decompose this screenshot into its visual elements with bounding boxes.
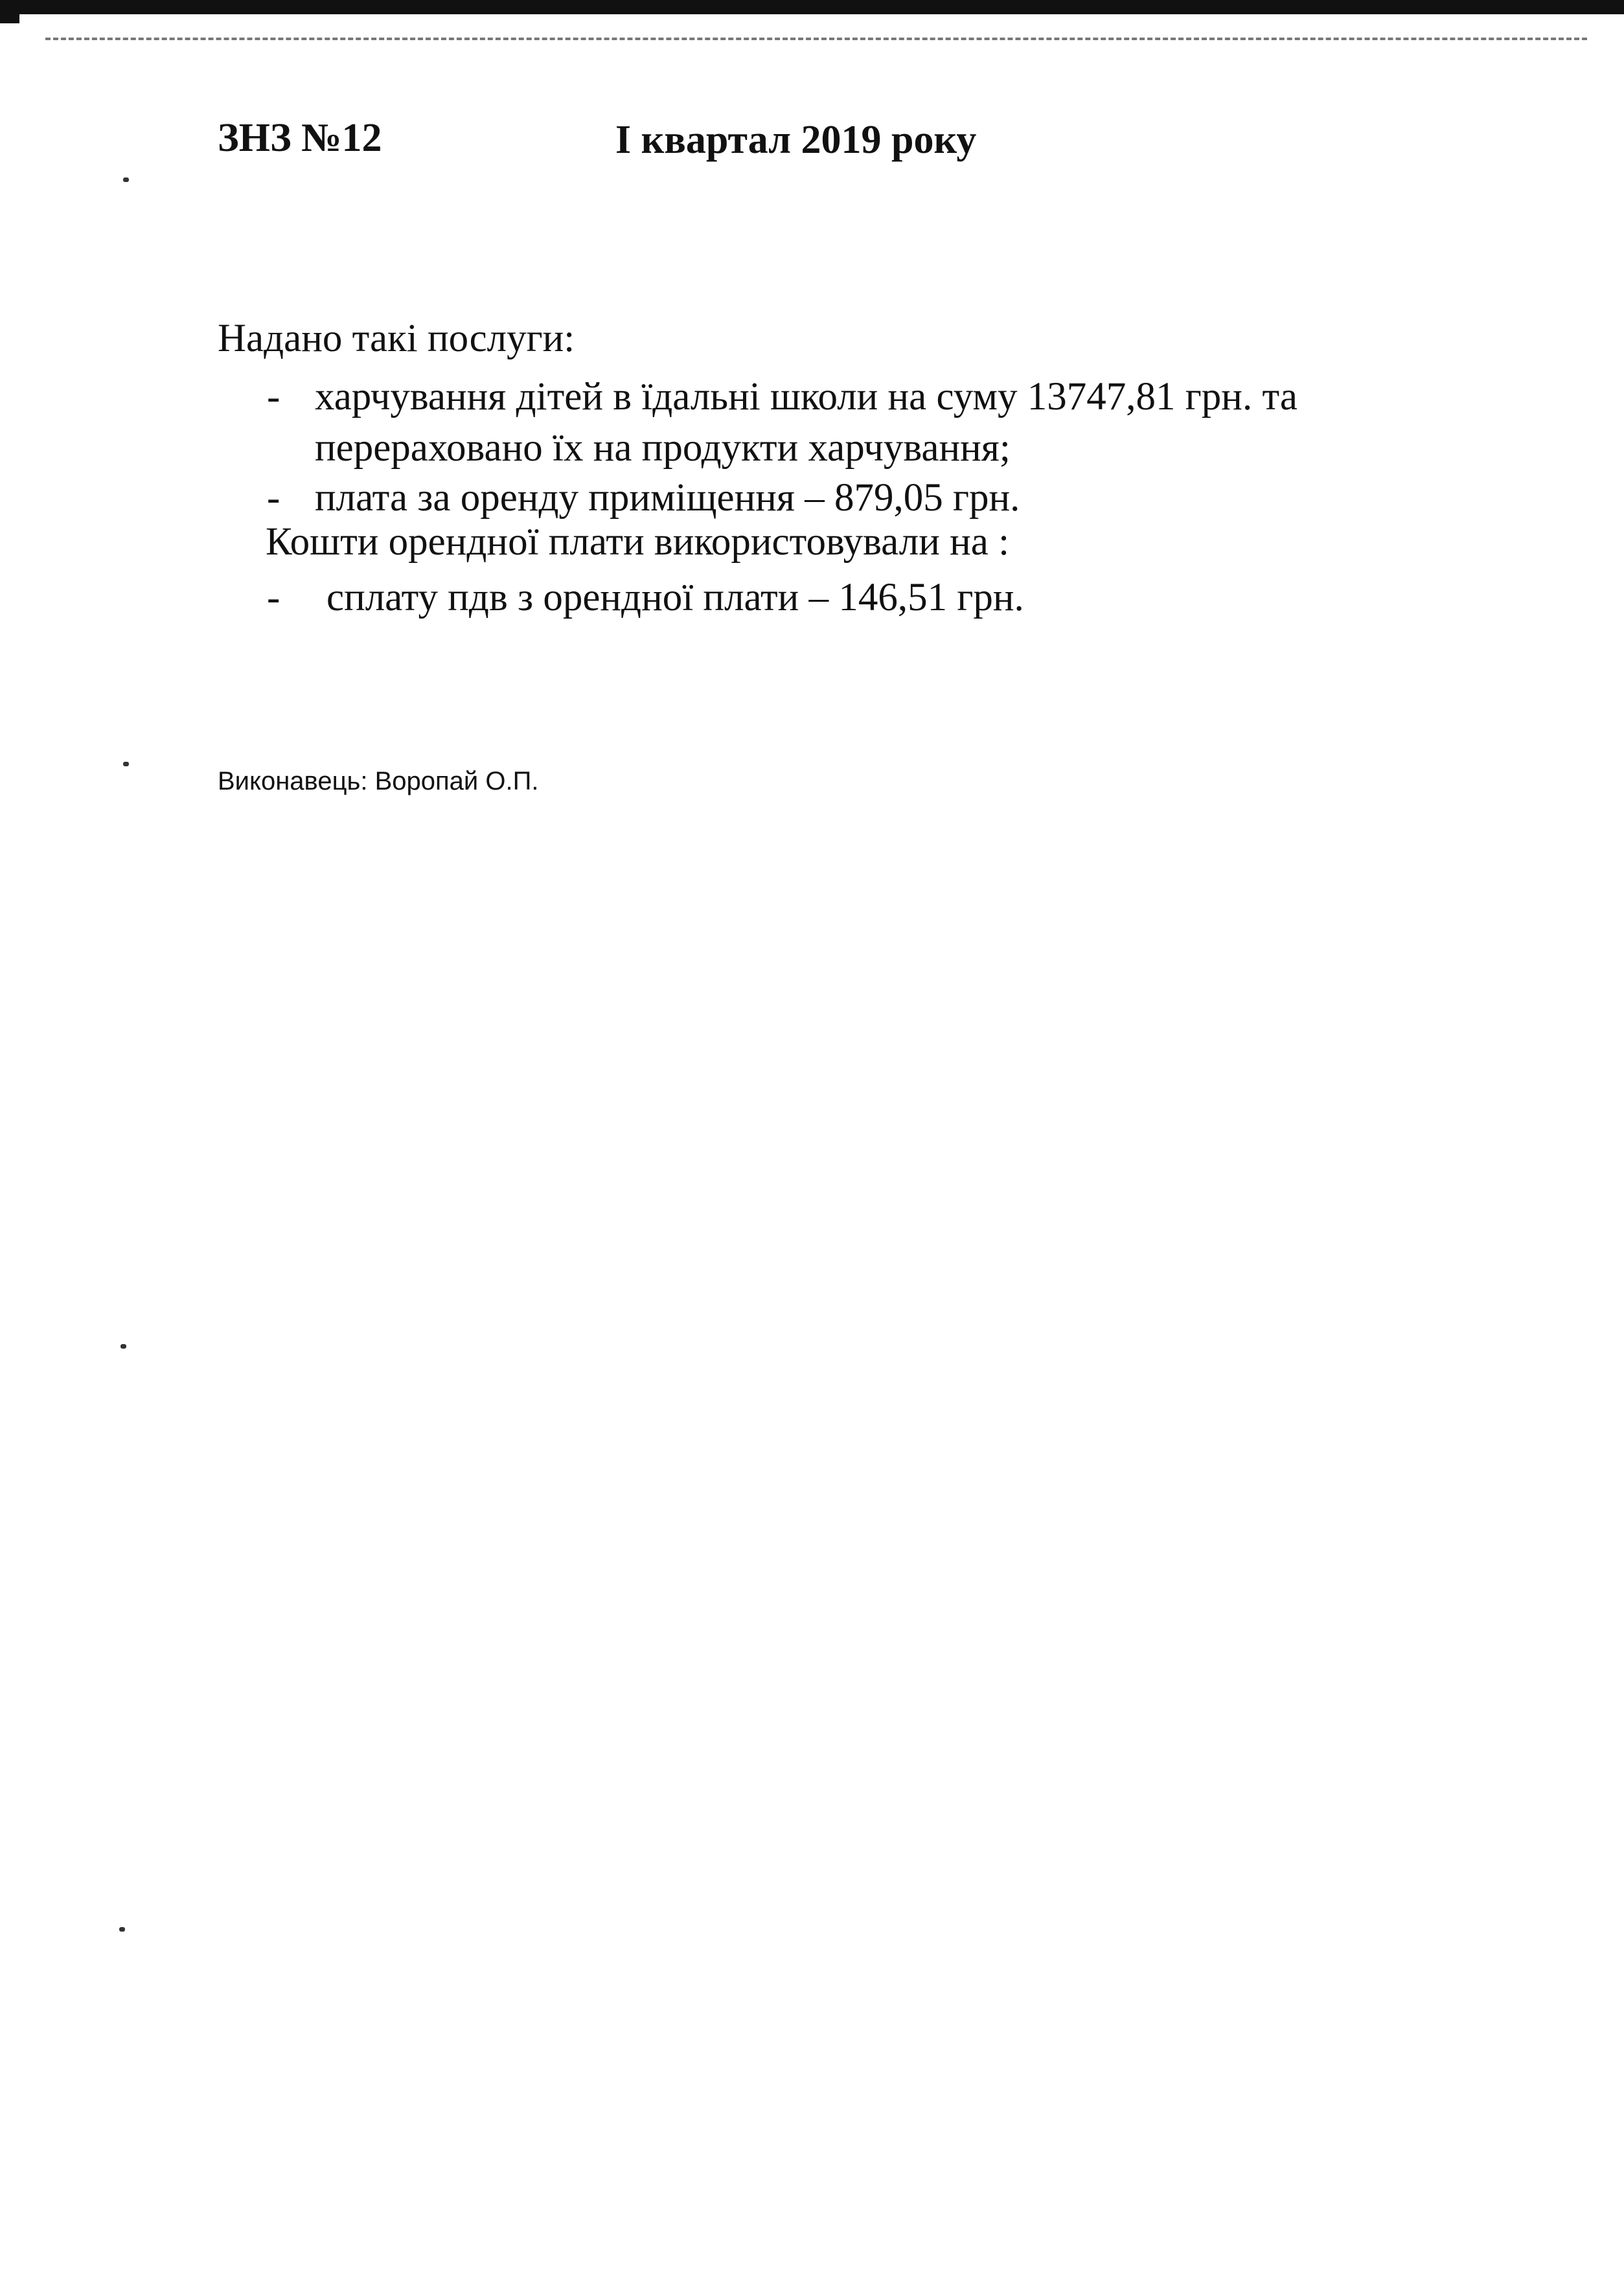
list-marker: - (267, 375, 280, 418)
usage-intro: Кошти орендної плати використовували на : (266, 520, 1010, 564)
scan-dot (123, 762, 129, 766)
school-title: ЗНЗ №12 (218, 116, 382, 160)
scan-dot (119, 1927, 125, 1932)
executor-signature: Виконавець: Воропай О.П. (218, 767, 539, 795)
period-title: І квартал 2019 року (615, 118, 977, 162)
usage-item-vat: сплату пдв з орендної плати – 146,51 грн. (326, 576, 1024, 619)
service-item-meals-line2: перераховано їх на продукти харчування; (315, 426, 1011, 470)
scan-top-edge (0, 0, 1624, 14)
scan-dot (123, 177, 129, 182)
list-marker: - (267, 476, 280, 520)
scan-dot (120, 1344, 126, 1349)
services-intro: Надано такі послуги: (218, 317, 575, 360)
list-marker: - (267, 576, 280, 619)
service-item-rent: плата за оренду приміщення – 879,05 грн. (315, 476, 1020, 520)
service-item-meals-line1: харчування дітей в їдальні школи на суму 13747,81 грн. та (315, 375, 1298, 418)
scan-dashed-line (45, 38, 1587, 40)
